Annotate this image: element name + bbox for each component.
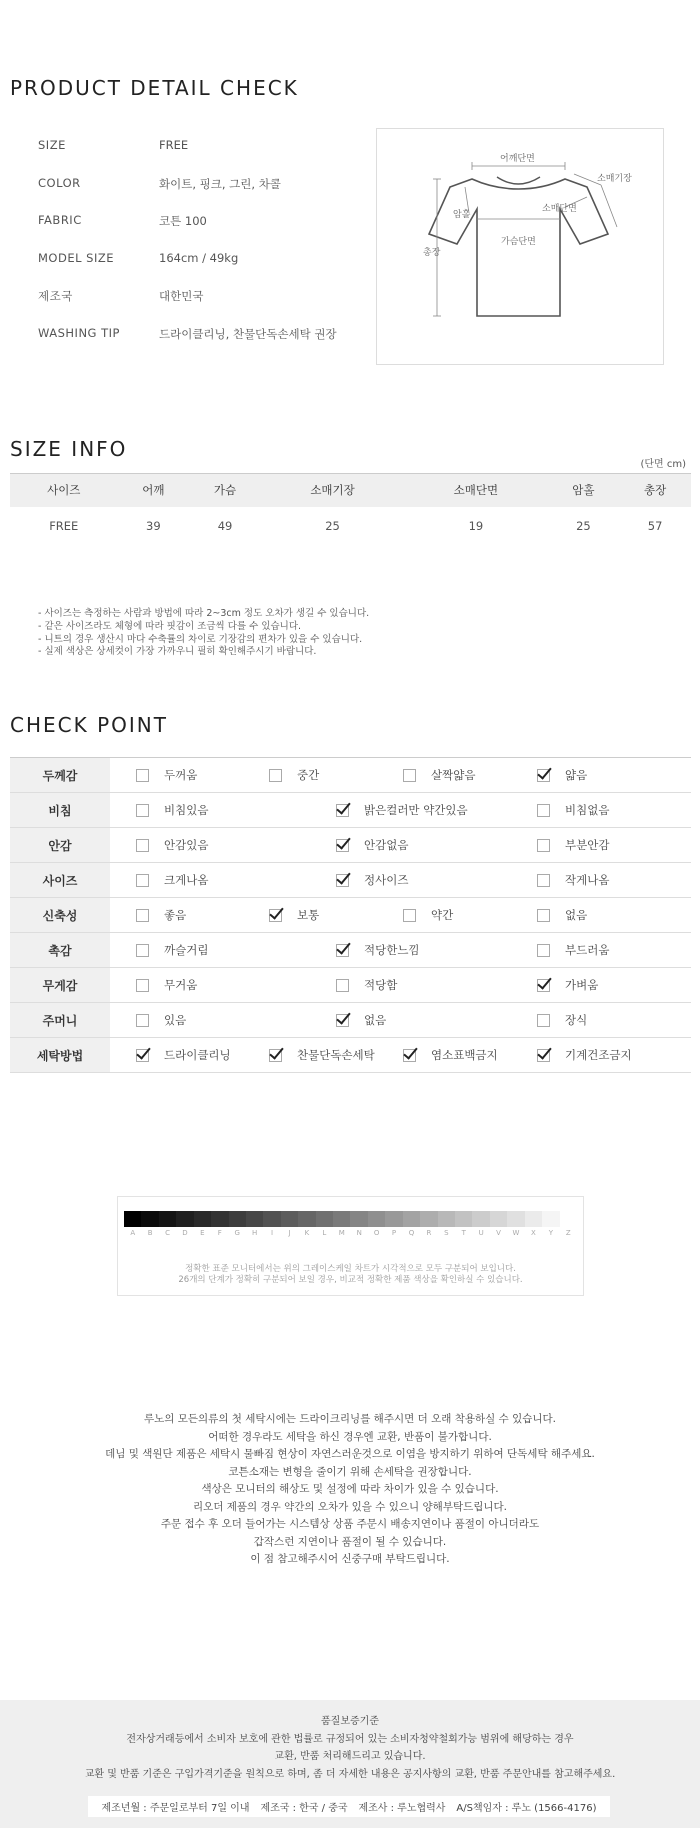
check-option[interactable] (537, 758, 587, 792)
detail-row (38, 138, 368, 176)
detail-label: WASHING TIP (38, 325, 120, 340)
check-row (10, 1003, 691, 1038)
check-option[interactable] (269, 898, 319, 932)
grayscale-letter: A (130, 1229, 136, 1237)
care-line: 갑작스런 지연이나 품절이 될 수 있습니다. (253, 1535, 447, 1548)
checkbox[interactable] (403, 769, 416, 782)
checked-checkbox[interactable] (537, 769, 550, 782)
check-row-name: 촉감 (10, 933, 110, 967)
check-option[interactable] (537, 898, 587, 932)
diagram-label-sleeve-length: 소매기장 (597, 174, 632, 184)
check-option[interactable] (336, 828, 408, 862)
check-option-label: 약간 (431, 908, 454, 922)
diagram-label-chest: 가슴단면 (501, 237, 536, 247)
grayscale-swatch (176, 1211, 193, 1227)
checkbox[interactable] (136, 1014, 149, 1027)
grayscale-letter: E (200, 1229, 205, 1237)
size-cell: 39 (146, 518, 161, 533)
grayscale-swatch (316, 1211, 333, 1227)
footer-info-item: A/S책임자 : 루노 (1566-4176) (456, 1803, 597, 1814)
grayscale-swatch (560, 1211, 577, 1227)
check-row (10, 758, 691, 793)
checkbox[interactable] (537, 874, 550, 887)
grayscale-swatch (159, 1211, 176, 1227)
checked-checkbox[interactable] (136, 1049, 149, 1062)
check-option-label: 비침있음 (164, 803, 209, 817)
checked-checkbox[interactable] (336, 839, 349, 852)
checkbox[interactable] (136, 909, 149, 922)
checked-checkbox[interactable] (336, 804, 349, 817)
check-option[interactable] (537, 863, 609, 897)
check-row-name: 신축성 (10, 898, 110, 932)
size-cell: 57 (647, 518, 663, 533)
grayscale-letter: T (461, 1229, 466, 1237)
detail-row (38, 176, 368, 214)
check-option-label: 살짝얇음 (431, 768, 476, 782)
check-option-label: 두꺼움 (164, 768, 198, 782)
check-row (10, 898, 691, 933)
size-cell: 49 (217, 518, 233, 533)
detail-row (38, 288, 368, 326)
grayscale-swatch (455, 1211, 472, 1227)
check-row (10, 933, 691, 968)
grayscale-swatch (298, 1211, 315, 1227)
size-table-header (10, 474, 691, 507)
grayscale-swatch (281, 1211, 298, 1227)
section-title-size: SIZE INFO (10, 437, 128, 461)
tshirt-icon (377, 129, 665, 366)
check-option[interactable] (269, 758, 319, 792)
section-title-detail: PRODUCT DETAIL CHECK (10, 76, 299, 100)
size-notes (38, 608, 369, 659)
detail-list (38, 138, 368, 363)
size-unit: (단면 cm) (640, 459, 686, 470)
grayscale-swatch (246, 1211, 263, 1227)
check-option-label: 밝은컬러만 약간있음 (364, 803, 468, 817)
care-line: 이 점 참고해주시어 신중구매 부탁드립니다. (250, 1553, 450, 1565)
detail-value: 화이트, 핑크, 그린, 차콜 (159, 176, 281, 191)
check-option-label: 있음 (164, 1013, 187, 1027)
grayscale-letter: K (304, 1229, 310, 1237)
detail-value: FREE (159, 138, 189, 152)
check-option[interactable] (537, 1003, 587, 1037)
check-option[interactable] (136, 793, 208, 827)
check-option-label: 크게나옴 (164, 873, 209, 887)
check-option[interactable] (269, 1038, 375, 1072)
check-option[interactable] (136, 828, 208, 862)
checkbox[interactable] (136, 874, 149, 887)
diagram-label-length: 총장 (423, 248, 441, 258)
checkbox[interactable] (136, 944, 149, 957)
footer-line: 품질보증기준 (321, 1716, 379, 1727)
grayscale-letter: V (496, 1229, 501, 1237)
size-header-cell: 사이즈 (10, 474, 118, 507)
footer-info-item: 제조국 : 한국 / 중국 (260, 1803, 348, 1814)
check-option-label: 작게나옴 (565, 873, 610, 887)
detail-label: MODEL SIZE (38, 250, 114, 265)
diagram-label-shoulder: 어깨단면 (500, 154, 535, 164)
note-line: - 니트의 경우 생산시 마다 수축률의 차이로 기장감의 편차가 있을 수 있습니다. (38, 633, 363, 645)
grayscale-letter: L (322, 1229, 327, 1237)
size-table (10, 473, 691, 545)
size-header-cell: 가슴 (189, 474, 261, 507)
grayscale-letter: R (426, 1229, 432, 1237)
check-option-label: 비침없음 (565, 803, 610, 817)
checkbox[interactable] (537, 804, 550, 817)
check-row-name: 두께감 (10, 758, 110, 792)
grayscale-note-line: 정확한 표준 모니터에서는 위의 그레이스케일 차트가 시각적으로 모두 구분되어 보입니다. (185, 1264, 516, 1274)
check-option[interactable] (403, 1038, 498, 1072)
check-row-name: 비침 (10, 793, 110, 827)
grayscale-swatch (229, 1211, 246, 1227)
grayscale-letter: D (182, 1229, 188, 1237)
check-option[interactable] (336, 1003, 386, 1037)
check-option[interactable] (136, 1003, 186, 1037)
checkbox[interactable] (136, 979, 149, 992)
grayscale-letter: I (271, 1229, 274, 1237)
checked-checkbox[interactable] (403, 1049, 416, 1062)
footer-text (0, 1713, 700, 1783)
grayscale-swatch (194, 1211, 211, 1227)
check-option[interactable] (537, 1038, 632, 1072)
detail-label: FABRIC (38, 213, 82, 227)
size-cell: 25 (325, 518, 340, 533)
grayscale-swatch (438, 1211, 455, 1227)
quality-footer (0, 1700, 700, 1828)
note-line: - 사이즈는 측정하는 사람과 방법에 따라 2~3cm 정도 오차가 생길 수 있습니다. (38, 608, 370, 619)
check-row-name: 세탁방법 (10, 1038, 110, 1072)
footer-line: 교환, 반품 처리해드리고 있습니다. (274, 1751, 426, 1762)
check-row (10, 828, 691, 863)
grayscale-letter: U (478, 1229, 484, 1237)
check-option-label: 안감없음 (364, 838, 409, 852)
checkbox[interactable] (403, 909, 416, 922)
tshirt-size-diagram (376, 128, 664, 365)
grayscale-letter: B (147, 1229, 153, 1237)
checkbox[interactable] (336, 979, 349, 992)
checkbox[interactable] (136, 769, 149, 782)
grayscale-swatch (403, 1211, 420, 1227)
check-option[interactable] (537, 968, 598, 1002)
check-option-label: 없음 (364, 1013, 387, 1027)
checked-checkbox[interactable] (269, 909, 282, 922)
size-header-cell: 소매기장 (261, 474, 404, 507)
check-option-label: 장식 (565, 1013, 588, 1027)
check-option-label: 가벼움 (565, 978, 599, 992)
check-row (10, 793, 691, 828)
check-option-label: 드라이클리닝 (164, 1048, 231, 1062)
section-title-check: CHECK POINT (10, 713, 168, 737)
check-option-label: 찬물단독손세탁 (297, 1048, 375, 1062)
checked-checkbox[interactable] (336, 944, 349, 957)
check-row-name: 안감 (10, 828, 110, 862)
size-header-cell: 소매단면 (404, 474, 547, 507)
diagram-label-armhole: 암홀 (453, 210, 471, 220)
check-option-label: 염소표백금지 (431, 1048, 498, 1062)
check-option-label: 없음 (565, 908, 588, 922)
checkbox[interactable] (537, 1014, 550, 1027)
grayscale-letter: G (234, 1229, 240, 1237)
footer-info-item: 제조년월 : 주문일로부터 7일 이내 (101, 1803, 250, 1814)
check-option-label: 보통 (297, 908, 320, 922)
checked-checkbox[interactable] (269, 1049, 282, 1062)
grayscale-letter: H (252, 1229, 258, 1237)
detail-row (38, 326, 368, 364)
check-option[interactable] (336, 793, 468, 827)
grayscale-strip (124, 1211, 577, 1227)
grayscale-swatch (368, 1211, 385, 1227)
grayscale-letter: P (391, 1229, 397, 1237)
check-option-label: 까슬거림 (164, 943, 209, 957)
care-line: 주문 접수 후 오더 들어가는 시스템상 상품 주문시 배송지연이나 품절이 아니더라도 (160, 1518, 540, 1530)
grayscale-swatch (385, 1211, 402, 1227)
check-point-table (10, 757, 691, 1073)
grayscale-letter: Q (408, 1229, 415, 1237)
detail-row (38, 251, 368, 289)
grayscale-swatch (420, 1211, 437, 1227)
checkbox[interactable] (537, 839, 550, 852)
check-option[interactable] (403, 898, 453, 932)
grayscale-letter: Y (548, 1229, 553, 1237)
care-line: 리오더 제품의 경우 약간의 오차가 있을 수 있으니 양해부탁드립니다. (192, 1500, 508, 1513)
grayscale-note-line: 26개의 단계가 정확히 구분되어 보일 경우, 비교적 정확한 제품 색상을 확인하실 수 있습니다. (178, 1275, 523, 1285)
grayscale-letter: C (165, 1229, 170, 1237)
grayscale-letter: M (338, 1229, 345, 1237)
detail-value: 코튼 100 (159, 214, 207, 228)
size-header-cell: 어깨 (118, 474, 190, 507)
detail-row (38, 213, 368, 251)
footer-info-bar (88, 1796, 610, 1817)
check-option[interactable] (537, 793, 609, 827)
checked-checkbox[interactable] (336, 1014, 349, 1027)
size-cell: FREE (49, 518, 79, 533)
table-row (10, 507, 691, 545)
check-row (10, 863, 691, 898)
grayscale-note (118, 1264, 583, 1286)
note-line: - 같은 사이즈라도 체형에 따라 핏감이 조금씩 다를 수 있습니다. (38, 620, 302, 632)
footer-info-item: 제조사 : 루노협력사 (358, 1803, 446, 1814)
check-option[interactable] (136, 758, 197, 792)
check-option-label: 기계건조금지 (565, 1048, 632, 1062)
care-line: 색상은 모니터의 해상도 및 설정에 따라 차이가 있을 수 있습니다. (201, 1483, 499, 1495)
grayscale-letter: N (356, 1229, 362, 1237)
check-option[interactable] (403, 758, 475, 792)
check-row-name: 무게감 (10, 968, 110, 1002)
grayscale-letter: O (373, 1229, 380, 1237)
check-option[interactable] (136, 898, 186, 932)
check-option-label: 중간 (297, 768, 320, 782)
grayscale-swatch (542, 1211, 559, 1227)
size-header-cell: 암홀 (548, 474, 620, 507)
grayscale-swatch (490, 1211, 507, 1227)
check-option[interactable] (136, 863, 208, 897)
checkbox[interactable] (136, 804, 149, 817)
care-line: 루노의 모든의류의 첫 세탁시에는 드라이크리닝를 해주시면 더 오래 착용하실 수 있습니다. (143, 1413, 556, 1425)
grayscale-swatch (333, 1211, 350, 1227)
care-line: 코튼소재는 변형을 줄이기 위해 손세탁을 권장합니다. (228, 1465, 472, 1478)
detail-value: 164cm / 49kg (159, 250, 239, 265)
check-option[interactable] (136, 933, 208, 967)
grayscale-letter: W (512, 1229, 520, 1237)
care-notice (0, 1411, 700, 1569)
grayscale-swatch (472, 1211, 489, 1227)
care-line: 어떠한 경우라도 세탁을 하신 경우엔 교환, 반품이 불가합니다. (208, 1430, 492, 1443)
check-row-name: 주머니 (10, 1003, 110, 1037)
checkbox[interactable] (136, 839, 149, 852)
check-option[interactable] (136, 968, 197, 1002)
grayscale-swatch (525, 1211, 542, 1227)
footer-line: 교환 및 반품 기준은 구입가격기준을 원칙으로 하며, 좀 더 자세한 내용은 공지사항의 교환, 반품 주문안내를 참고해주세요. (84, 1768, 616, 1780)
check-option[interactable] (336, 863, 408, 897)
grayscale-swatch (263, 1211, 280, 1227)
check-option[interactable] (136, 1038, 231, 1072)
grayscale-letter: J (288, 1229, 291, 1237)
detail-label: 제조국 (38, 289, 73, 303)
grayscale-swatch (141, 1211, 158, 1227)
size-header-cell: 총장 (619, 474, 691, 507)
checked-checkbox[interactable] (537, 979, 550, 992)
checkbox[interactable] (269, 769, 282, 782)
checkbox[interactable] (537, 944, 550, 957)
grayscale-swatch (350, 1211, 367, 1227)
check-row (10, 968, 691, 1003)
grayscale-swatch (124, 1211, 141, 1227)
grayscale-letter: S (444, 1229, 449, 1237)
size-cell: 25 (576, 518, 591, 533)
check-option-label: 얇음 (565, 768, 588, 782)
check-option-label: 부드러움 (565, 943, 610, 957)
check-row-name: 사이즈 (10, 863, 110, 897)
check-option[interactable] (537, 933, 609, 967)
grayscale-letter: X (531, 1229, 536, 1237)
detail-value: 대한민국 (159, 289, 204, 303)
check-option-label: 적당함 (364, 978, 398, 992)
grayscale-letter: F (217, 1229, 222, 1237)
check-option[interactable] (336, 933, 420, 967)
check-option-label: 좋음 (164, 908, 187, 922)
care-line: 데님 및 색원단 제품은 세탁시 물빠짐 현상이 자연스러운것으로 이염을 방지하기 위하여 단독세탁 해주세요. (105, 1448, 595, 1460)
check-option-label: 부분안감 (565, 838, 610, 852)
footer-line: 전자상거래등에서 소비자 보호에 관한 법률로 규정되어 있는 소비자청약철회가능 범위에 해당하는 경우 (126, 1733, 574, 1745)
check-option-label: 안감있음 (164, 838, 209, 852)
checked-checkbox[interactable] (336, 874, 349, 887)
detail-value: 드라이클리닝, 찬물단독손세탁 권장 (159, 326, 337, 341)
checkbox[interactable] (537, 909, 550, 922)
detail-label: SIZE (38, 138, 66, 152)
grayscale-letters (124, 1229, 577, 1237)
size-cell: 19 (468, 518, 484, 533)
check-option[interactable] (336, 968, 397, 1002)
check-option-label: 적당한느낌 (364, 943, 420, 957)
grayscale-swatch (211, 1211, 228, 1227)
grayscale-letter: Z (565, 1229, 571, 1237)
checked-checkbox[interactable] (537, 1049, 550, 1062)
detail-label: COLOR (38, 175, 81, 190)
grayscale-chart (117, 1196, 584, 1296)
diagram-label-sleeve-width: 소매단면 (542, 204, 577, 214)
grayscale-swatch (507, 1211, 524, 1227)
check-row (10, 1038, 691, 1073)
check-option[interactable] (537, 828, 609, 862)
check-option-label: 무거움 (164, 978, 198, 992)
note-line: - 실제 색상은 상세컷이 가장 가까우니 필히 확인해주시기 바랍니다. (38, 646, 317, 658)
check-option-label: 정사이즈 (364, 873, 409, 887)
